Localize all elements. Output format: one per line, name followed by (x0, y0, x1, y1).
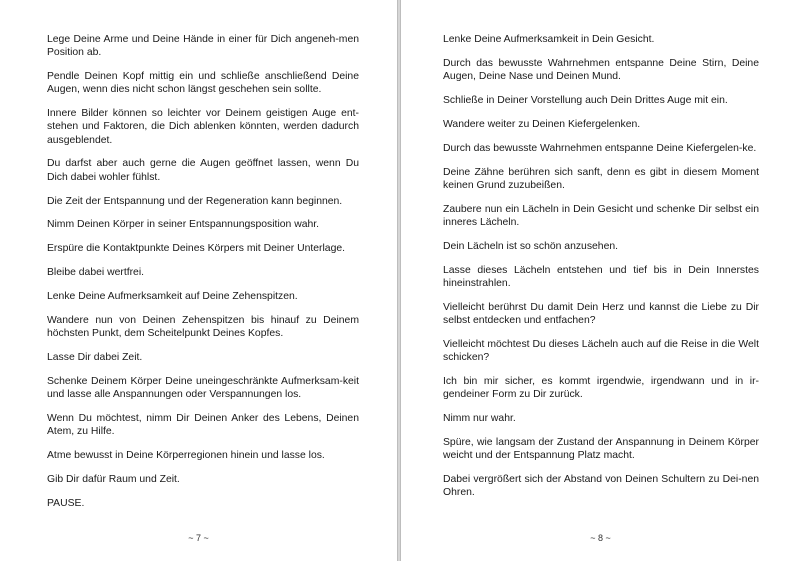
page-number: ~ 7 ~ (188, 533, 209, 543)
paragraph: Schließe in Deiner Vorstellung auch Dein Drittes Auge mit ein. (443, 94, 728, 106)
paragraph: Wandere weiter zu Deinen Kiefergelenken. (443, 118, 641, 130)
paragraph: Durch das bewusste Wahrnehmen entspanne Deine Kiefergelen-ke. (443, 142, 757, 154)
paragraph: Du darfst aber auch gerne die Augen geöffnet lassen, wenn Du Dich dabei wohler fühlst. (47, 158, 359, 183)
paragraph: Gib Dir dafür Raum und Zeit. (47, 474, 180, 486)
paragraph: Nimm nur wahr. (443, 413, 516, 425)
paragraph: Lasse Dir dabei Zeit. (47, 352, 143, 364)
paragraph: Bleibe dabei wertfrei. (47, 267, 145, 279)
paragraph: Durch das bewusste Wahrnehmen entspanne Deine Stirn, Deine Augen, Deine Nase und Deinen Mund. (443, 57, 759, 83)
paragraph: Deine Zähne berühren sich sanft, denn es gibt in diesem Moment keinen Grund zuzubeißen. (443, 166, 759, 191)
paragraph: PAUSE. (47, 497, 85, 509)
paragraph: Spüre, wie langsam der Zustand der Anspannung in Deinem Körper weicht und der Entspannung Platz macht. (443, 437, 759, 462)
paragraph: Lenke Deine Aufmerksamkeit auf Deine Zehenspitzen. (47, 291, 298, 303)
paragraph: Schenke Deinem Körper Deine uneingeschränkte Aufmerksam-keit und lasse alle Anspannungen oder Verspannungen los. (47, 376, 359, 401)
right-page-text (443, 33, 759, 510)
paragraph: Nimm Deinen Körper in seiner Entspannungsposition wahr. (47, 219, 320, 231)
paragraph: Zaubere nun ein Lächeln in Dein Gesicht und schenke Dir selbst ein inneres Lächeln. (443, 203, 759, 228)
paragraph: Vielleicht möchtest Du dieses Lächeln auch auf die Reise in die Welt schicken? (443, 338, 759, 364)
paragraph: Lasse dieses Lächeln entstehen und tief bis in Dein Innerstes hineinstrahlen. (443, 264, 759, 289)
left-page-text (47, 33, 359, 521)
paragraph: Dein Lächeln ist so schön anzusehen. (443, 240, 619, 252)
paragraph: Dabei vergrößert sich der Abstand von Deinen Schultern zu Dei-nen Ohren. (443, 474, 759, 499)
paragraph: Atme bewusst in Deine Körperregionen hinein und lasse los. (47, 450, 325, 462)
page-number: ~ 8 ~ (590, 533, 611, 543)
paragraph: Vielleicht berührst Du damit Dein Herz und kannst die Liebe zu Dir selbst entdecken und entfachen? (443, 301, 759, 327)
paragraph: Lege Deine Arme und Deine Hände in einer für Dich angeneh-men Position ab. (47, 34, 359, 59)
paragraph: Innere Bilder können so leichter vor Deinem geistigen Auge ent-stehen und Faktoren, die Dich ablenken könnten, werden dadurch ausgeblendet. (47, 108, 359, 146)
paragraph: Pendle Deinen Kopf mittig ein und schließe anschließend Deine Augen, wenn dies nicht schon längst geschehen sein sollte. (47, 71, 359, 96)
left-page (0, 0, 397, 561)
paragraph: Ich bin mir sicher, es kommt irgendwie, irgendwann und in ir-gendeiner Form zu Dir zurück. (443, 376, 759, 401)
paragraph: Lenke Deine Aufmerksamkeit in Dein Gesicht. (443, 34, 655, 45)
paragraph: Die Zeit der Entspannung und der Regeneration kann beginnen. (47, 195, 343, 207)
paragraph: Wenn Du möchtest, nimm Dir Deinen Anker des Lebens, Deinen Atem, zu Hilfe. (47, 413, 359, 438)
paragraph: Wandere nun von Deinen Zehenspitzen bis hinauf zu Deinem höchsten Punkt, dem Scheitelpunkt Deines Kopfes. (47, 315, 359, 340)
paragraph: Erspüre die Kontaktpunkte Deines Körpers mit Deiner Unterlage. (47, 243, 346, 255)
right-page (401, 0, 800, 561)
